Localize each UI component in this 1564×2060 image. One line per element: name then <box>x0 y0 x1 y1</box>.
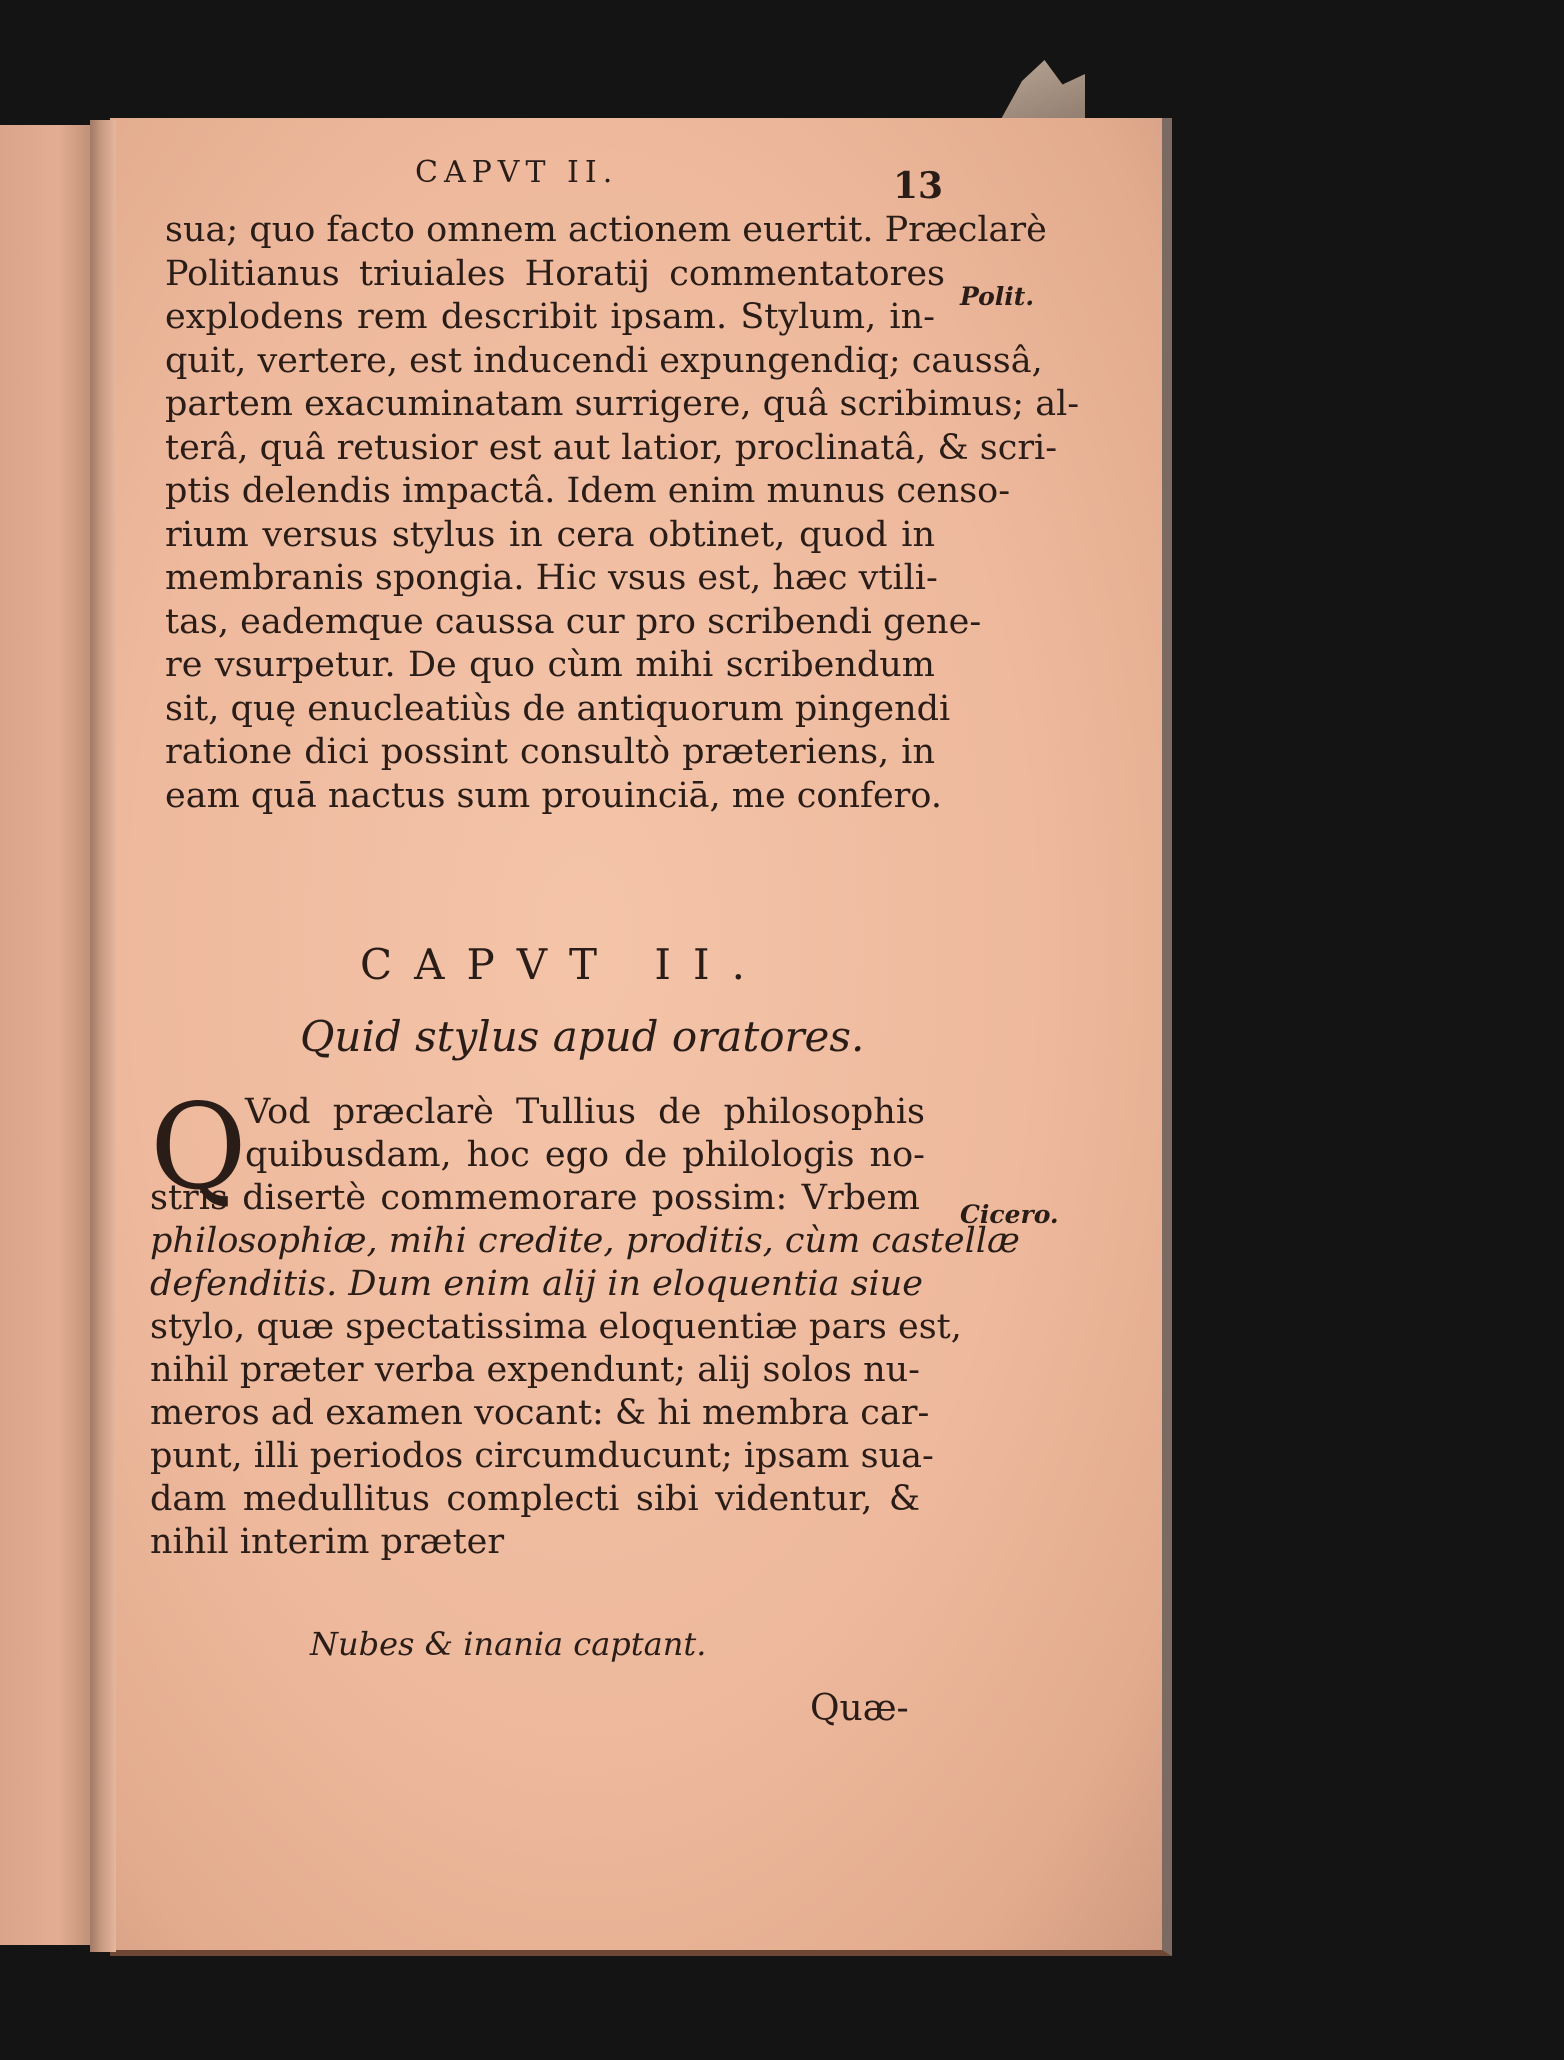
text-line: tas, eademque caussa cur pro scribendi gene- <box>165 601 982 642</box>
text-line: stris disertè commemorare possim: Vrbem <box>150 1178 920 1218</box>
text-line: Politianus triuiales Horatij commentatores <box>165 253 945 294</box>
text-line: quibusdam, hoc ego de philologis no- <box>245 1135 925 1175</box>
text-line: philosophiæ, mihi credite, proditis, cùm castellæ <box>150 1221 1020 1261</box>
text-line: stylo, quæ spectatissima eloquentiæ pars est, <box>150 1307 962 1347</box>
text-line: sit, quę enucleatiùs de antiquorum pingendi <box>165 688 951 729</box>
text-line: eam quā nactus sum prouinciā, me confero. <box>165 775 942 816</box>
catchword: Quæ- <box>810 1688 909 1729</box>
text-line: punt, illi periodos circumducunt; ipsam sua- <box>150 1436 934 1476</box>
text-line: terâ, quâ retusior est aut latior, proclinatâ, & scri- <box>165 427 1058 468</box>
text-line: membranis spongia. Hic vsus est, hæc vtili- <box>165 558 938 598</box>
text-line: meros ad examen vocant: & hi membra car- <box>150 1393 930 1433</box>
text-line: ptis delendis impactâ. Idem enim munus censo- <box>165 471 1011 511</box>
chapter-subtitle: Quid stylus apud oratores. <box>300 1012 865 1061</box>
margin-note-cicero: Cicero. <box>960 1200 1059 1229</box>
text-line: partem exacuminatam surrigere, quâ scribimus; al- <box>165 384 1080 424</box>
text-line: defenditis. Dum enim alij in eloquentia siue <box>150 1264 924 1304</box>
running-head: CAPVT II. <box>415 155 619 190</box>
page-number: 13 <box>893 165 944 207</box>
text-line: re vsurpetur. De quo cùm mihi scribendum <box>165 645 935 685</box>
text-line: Vod præclarè Tullius de philosophis <box>245 1092 925 1132</box>
text-line: explodens rem describit ipsam. Stylum, in- <box>165 297 935 337</box>
margin-note-polit: Polit. <box>960 282 1035 311</box>
facing-page-edge <box>0 125 98 1945</box>
text-line: rium versus stylus in cera obtinet, quod in <box>165 514 935 555</box>
chapter-heading: CAPVT II. <box>360 940 767 989</box>
text-line: sua; quo facto omnem actionem euertit. Præclarè <box>165 210 1047 250</box>
text-line: dam medullitus complecti sibi videntur, & <box>150 1479 920 1519</box>
text-line: quit, vertere, est inducendi expungendiq; caussâ, <box>165 340 1043 381</box>
text-line: nihil præter verba expendunt; alij solos nu- <box>150 1350 920 1390</box>
drop-cap: Q <box>150 1078 247 1216</box>
text-line: nihil interim præter <box>150 1522 505 1562</box>
verse-quote: Nubes & inania captant. <box>310 1625 707 1663</box>
text-line: ratione dici possint consultò præteriens, in <box>165 732 935 772</box>
book-gutter <box>90 120 116 1952</box>
